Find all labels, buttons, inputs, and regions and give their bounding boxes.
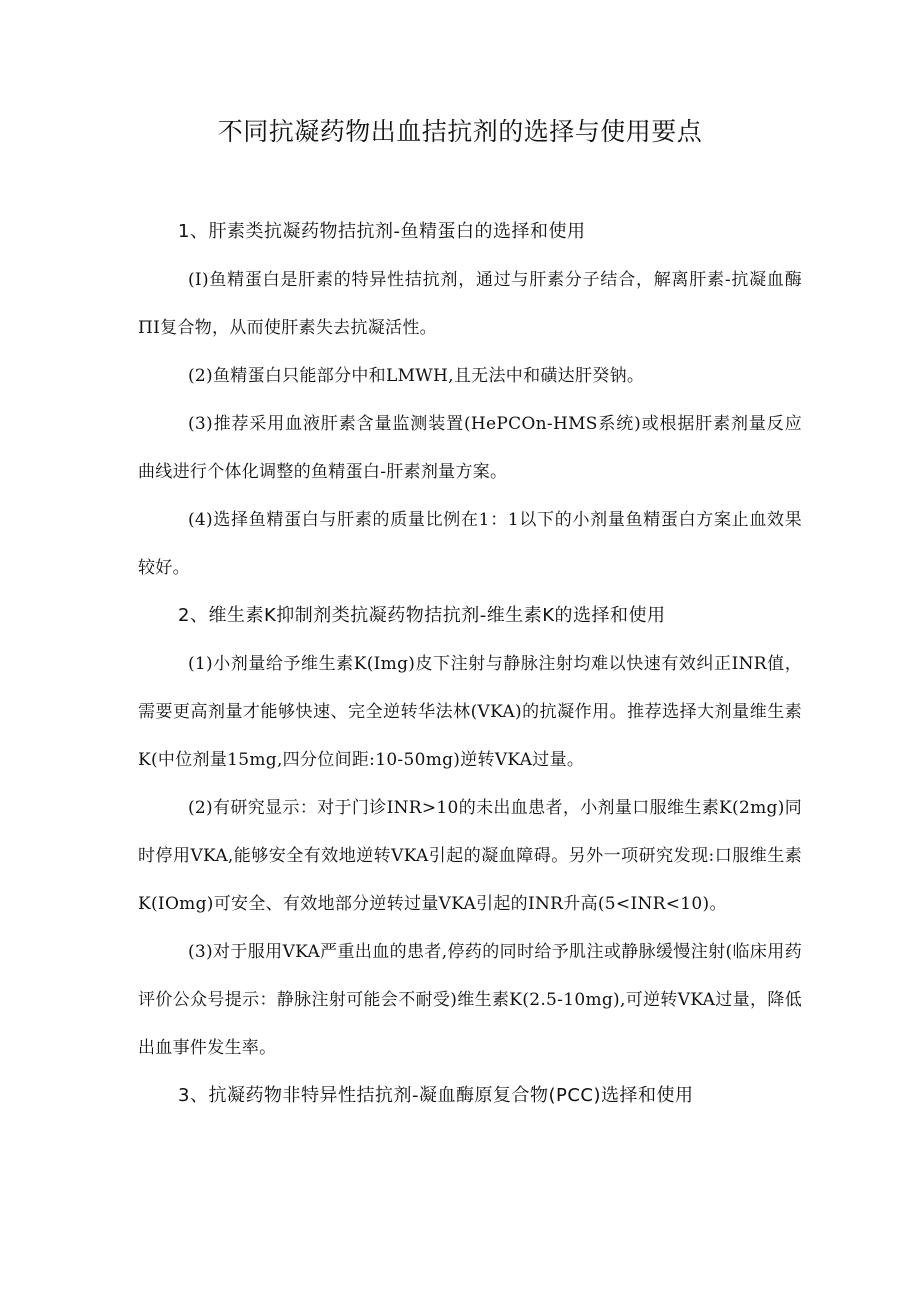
paragraph: (3)推荐采用血液肝素含量监测装置(HePCOn-HMS系统)或根据肝素剂量反应曲线进行个体化调整的鱼精蛋白-肝素剂量方案。 [138, 414, 802, 482]
paragraph: (3)对于服用VKA严重出血的患者,停药的同时给予肌注或静脉缓慢注射(临床用药评价公众号提示：静脉注射可能会不耐受)维生素K(2.5-10mg),可逆转VKA过量，降低出血事件发生率。 [138, 942, 802, 1058]
section-pcc [138, 1072, 802, 1120]
paragraph: (2)鱼精蛋白只能部分中和LMWH,且无法中和磺达肝癸钠。 [188, 366, 645, 386]
section-vitamin-k [138, 592, 802, 1072]
section-heading: 2、维生素K抑制剂类抗凝药物拮抗剂-维生素K的选择和使用 [178, 605, 666, 626]
paragraph: (I)鱼精蛋白是肝素的特异性拮抗剂，通过与肝素分子结合，解离肝素-抗凝血酶ΠI复合物，从而使肝素失去抗凝活性。 [138, 270, 802, 338]
paragraph: (1)小剂量给予维生素K(Img)皮下注射与静脉注射均难以快速有效纠正INR值，需要更高剂量才能够快速、完全逆转华法林(VKA)的抗凝作用。推荐选择大剂量维生素K(中位剂量15mg,四分位间距:10-50mg)逆转VKA过量。 [138, 654, 802, 770]
paragraph: (2)有研究显示：对于门诊INR>10的未出血患者，小剂量口服维生素K(2mg)同时停用VKA,能够安全有效地逆转VKA引起的凝血障碍。另外一项研究发现:口服维生素K(IOmg)可安全、有效地部分逆转过量VKA引起的INR升高(5<INR<10)。 [138, 798, 802, 914]
document-title: 不同抗凝药物出血拮抗剂的选择与使用要点 [217, 117, 703, 146]
section-protamine [138, 208, 802, 592]
section-heading: 1、肝素类抗凝药物拮抗剂-鱼精蛋白的选择和使用 [178, 221, 586, 242]
paragraph: (4)选择鱼精蛋白与肝素的质量比例在1：1以下的小剂量鱼精蛋白方案止血效果较好。 [138, 510, 802, 578]
document-body [138, 208, 802, 1120]
section-heading: 3、抗凝药物非特异性拮抗剂-凝血酶原复合物(PCC)选择和使用 [178, 1085, 694, 1106]
